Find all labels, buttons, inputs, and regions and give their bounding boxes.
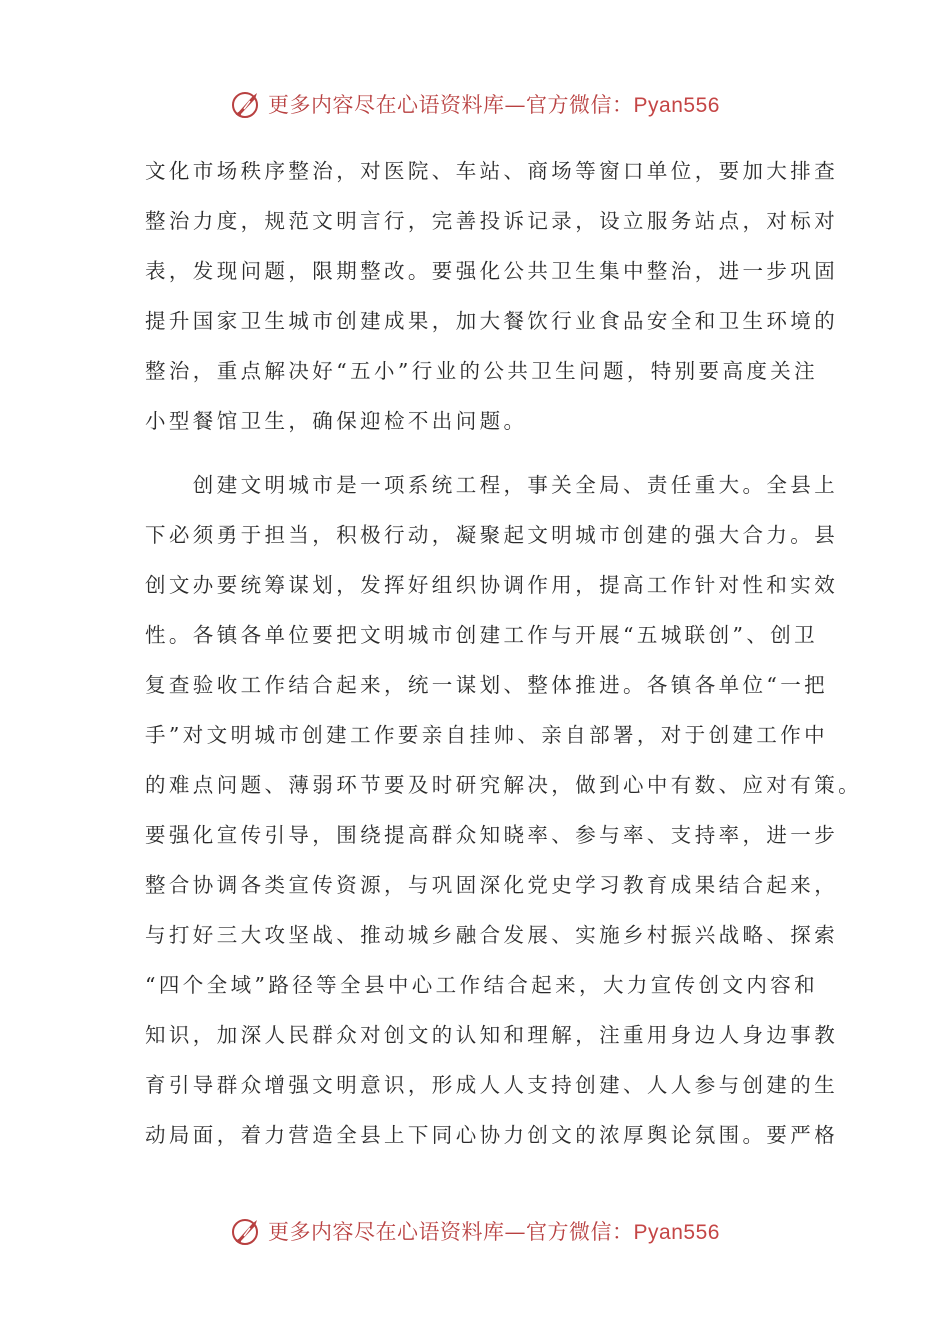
- text-line: 提升国家卫生城市创建成果，加大餐饮行业食品安全和卫生环境的: [145, 309, 839, 333]
- footer-wechat-id: Pyan556: [633, 1221, 720, 1244]
- text-line: 育引导群众增强文明意识，形成人人支持创建、人人参与创建的生: [145, 1073, 839, 1097]
- text-line: 整治，重点解决好“五小”行业的公共卫生问题，特别要高度关注: [145, 359, 819, 383]
- header-banner: [0, 84, 950, 124]
- text-line: 动局面，着力营造全县上下同心协力创文的浓厚舆论氛围。要严格: [145, 1123, 839, 1147]
- text-line: 整合协调各类宣传资源，与巩固深化党史学习教育成果结合起来，: [145, 873, 839, 897]
- text-line: 文化市场秩序整治，对医院、车站、商场等窗口单位，要加大排查: [145, 159, 839, 183]
- footer-banner-text: 更多内容尽在心语资料库—官方微信：Pyan556: [268, 1220, 720, 1244]
- text-line: 与打好三大攻坚战、推动城乡融合发展、实施乡村振兴战略、探索: [145, 923, 839, 947]
- text-line: 创建文明城市是一项系统工程，事关全局、责任重大。全县上: [145, 473, 839, 497]
- header-wechat-id: Pyan556: [633, 94, 720, 117]
- text-line: 的难点问题、薄弱环节要及时研究解决，做到心中有数、应对有策。: [145, 773, 862, 797]
- text-line: 下必须勇于担当，积极行动，凝聚起文明城市创建的强大合力。县: [145, 523, 839, 547]
- text-line: 知识，加深人民群众对创文的认知和理解，注重用身边人身边事教: [145, 1023, 839, 1047]
- pen-nib-logo-icon: [230, 1214, 264, 1248]
- document-body: [145, 146, 862, 1160]
- text-line: 创文办要统筹谋划，发挥好组织协调作用，提高工作针对性和实效: [145, 573, 839, 597]
- text-line: “四个全域”路径等全县中心工作结合起来，大力宣传创文内容和: [145, 973, 819, 997]
- text-line: 小型餐馆卫生，确保迎检不出问题。: [145, 409, 528, 433]
- text-line: 整治力度，规范文明言行，完善投诉记录，设立服务站点，对标对: [145, 209, 839, 233]
- header-banner-text: 更多内容尽在心语资料库—官方微信：Pyan556: [268, 93, 720, 117]
- text-line: 手”对文明城市创建工作要亲自挂帅、亲自部署，对于创建工作中: [145, 723, 829, 747]
- paragraph-1: [145, 146, 839, 446]
- paragraph-2: [145, 460, 862, 1160]
- text-line: 复查验收工作结合起来，统一谋划、整体推进。各镇各单位“一把: [145, 673, 829, 697]
- footer-banner: [0, 1211, 950, 1251]
- text-line: 性。各镇各单位要把文明城市创建工作与开展“五城联创”、创卫: [145, 623, 819, 647]
- text-line: 要强化宣传引导，围绕提高群众知晓率、参与率、支持率，进一步: [145, 823, 839, 847]
- pen-nib-logo-icon: [230, 87, 264, 121]
- text-line: 表，发现问题，限期整改。要强化公共卫生集中整治，进一步巩固: [145, 259, 839, 283]
